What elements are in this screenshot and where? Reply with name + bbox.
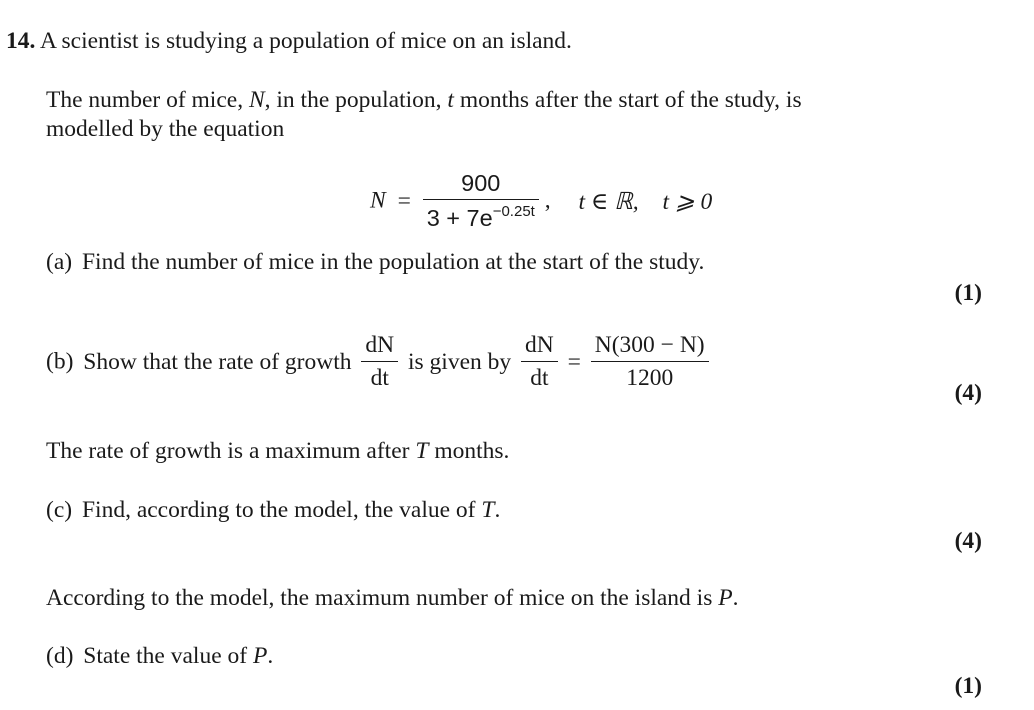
equation-equals: =: [397, 187, 411, 214]
part-d-label: (d): [46, 643, 74, 669]
part-d-text: State the value of P.: [83, 643, 274, 669]
model-equation: [370, 170, 712, 232]
part-b-label: (b): [46, 348, 74, 375]
part-c-marks: (4): [954, 528, 982, 554]
part-b-equals: =: [567, 348, 581, 375]
rhs-denominator: 1200: [626, 365, 674, 391]
part-b-marks: (4): [954, 380, 982, 406]
equation-denominator: $3 + 7e^{-0.25t}$: [426, 203, 535, 231]
part-a-text: Find the number of mice in the population at the start of the study.: [81, 249, 705, 275]
part-d-marks: (1): [954, 673, 982, 699]
part-d: [46, 643, 273, 670]
part-b-rhs-fraction: [591, 332, 709, 392]
equation-domain: t ∈ ℝ,: [578, 188, 639, 215]
part-c-text: Find, according to the model, the value of T.: [81, 497, 501, 523]
equation-condition: t ⩾ 0: [662, 188, 713, 215]
part-c-intro: The rate of growth is a maximum after T months.: [46, 438, 510, 464]
derivative-numerator: dN: [361, 332, 398, 362]
part-c: [46, 497, 500, 524]
part-b-text-before: Show that the rate of growth: [83, 348, 352, 375]
question-number: 14.: [6, 28, 36, 54]
question-header: [6, 28, 572, 55]
part-b-derivative-fraction: [361, 332, 398, 392]
part-a: [46, 249, 704, 276]
part-b-text-middle: is given by: [408, 348, 512, 375]
part-d-intro: According to the model, the maximum number of mice on the island is P.: [46, 585, 739, 611]
part-b-derivative-fraction-2: $\frac{dN}{dt}$: [521, 332, 558, 392]
model-description-line1: The number of mice, N, in the population, t months after the start of the study, is: [46, 87, 802, 113]
equation-fraction: [423, 170, 539, 232]
equation-comma: ,: [544, 187, 551, 214]
model-description-line2: modelled by the equation: [46, 116, 285, 142]
equation-lhs: N: [370, 187, 386, 214]
part-a-marks: (1): [954, 280, 982, 306]
equation-numerator: 900: [423, 170, 539, 200]
rhs-numerator: N(300 − N): [591, 332, 709, 362]
part-b: [46, 332, 709, 392]
question-intro: A scientist is studying a population of mice on an island.: [39, 28, 572, 54]
derivative-denominator: dt: [370, 365, 389, 391]
part-c-label: (c): [46, 497, 73, 523]
part-a-label: (a): [46, 249, 73, 275]
